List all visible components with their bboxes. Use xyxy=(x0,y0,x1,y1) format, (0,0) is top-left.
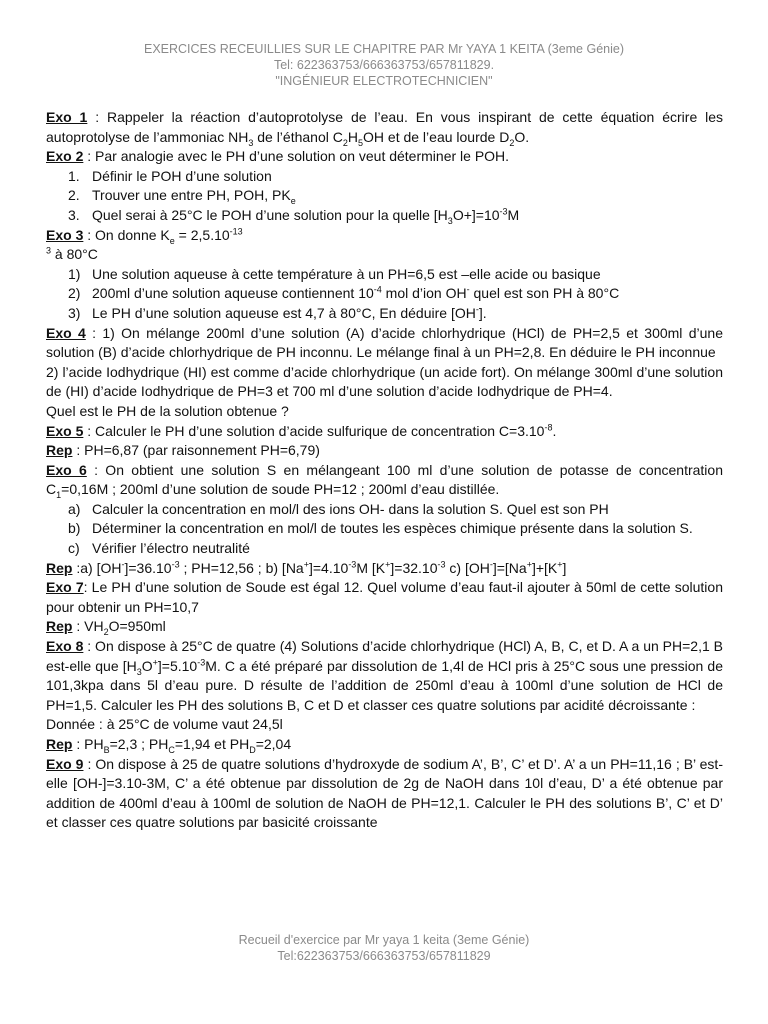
exercise-label: Exo 6 xyxy=(46,461,87,478)
exercise-8-data: Donnée : à 25°C de volume vaut 24,5l xyxy=(46,716,283,733)
exercise-4-question: Quel est le PH de la solution obtenue ? xyxy=(46,402,289,419)
exercise-9: Exo 9 : On dispose à 25 de quatre solutions d’hydroxyde de sodium A’, B’, C’ et D’. A’ a un PH=11,16 ; B’ est-elle [OH-]=3.10-3M, C’ a été obtenue par dissolution de 2g de NaOH dans 10l d’eau, D’ a été obtenue par addition de 400ml d’eau à 100ml de solution de NaOH de PH=12,1. Calculer le PH des solutions B’, C’ et D’ et classer ces quatre solutions par basicité croissante xyxy=(46,755,723,831)
list-item: 1. Définir le POH d’une solution xyxy=(68,167,272,184)
exercise-6-list xyxy=(46,500,723,559)
exercise-5: Exo 5 : Calculer le PH d’une solution d’acide sulfurique de concentration $C=3.10^{-8}$. xyxy=(46,421,557,439)
exercise-label: Exo 9 xyxy=(46,755,84,772)
document-body xyxy=(46,108,723,833)
exercise-6: Exo 6 : On obtient une solution S en mélangeant 100 ml d’une solution de potasse de concentration $C_1=0,16M$ ; 200ml d’une solution de soude PH=12 ; 200ml d’eau distillée. xyxy=(46,461,723,501)
list-item: b) Déterminer la concentration en mol/l de toutes les espèces chimique présente dans la solution S. xyxy=(68,520,693,537)
answer-label: Rep xyxy=(46,736,73,752)
exercise-3-list xyxy=(46,265,723,324)
header-line-2: Tel: 622363753/666363753/657811829. xyxy=(273,58,495,72)
exercise-4: Exo 4 : 1) On mélange 200ml d’une solution (A) d’acide chlorhydrique (HCl) de PH=2,5 et 300ml d’une solution (B) d’acide chlorhydrique de PH inconnu. Le mélange final à un PH=2,8. En déduire le PH inconnue xyxy=(46,324,724,361)
exercise-6-answer: Rep :a) $[OH^-]=36.10^{-3}$ ; PH=12,56 ; b) $[Na^+]=4.10^{-3}M$ $[K^+]=32.10^{-3}$ c) [OH-]=[Na+]+[K+] xyxy=(46,559,567,576)
exercise-1: Exo 1 : Rappeler la réaction d’autoprotolyse de l’eau. En vous inspirant de cette équation écrire les autoprotolyse de l’ammoniac $NH_3$ de l’éthanol $C_2H_5OH$ et de l’eau lourde $D_2O$. xyxy=(46,109,723,148)
exercise-label: Exo 7 xyxy=(46,579,84,596)
answer-label: Rep xyxy=(46,442,73,459)
footer-line-1: Recueil d'exercice par Mr yaya 1 keita (3eme Génie) xyxy=(238,933,530,947)
list-item: 2) 200ml d’une solution aqueuse contiennent $10^{-4}$ mol d’ion OH- quel est son PH à 80°C xyxy=(68,284,620,302)
exercise-2-list xyxy=(46,167,723,226)
exercise-label: Exo 3 xyxy=(46,226,84,243)
exercise-2: Exo 2 : Par analogie avec le PH d’une solution on veut déterminer le POH. xyxy=(46,148,510,165)
exercise-3-continued: $^3$ à 80°C xyxy=(46,245,98,263)
page-header xyxy=(0,41,768,89)
exercise-label: Exo 1 xyxy=(46,109,88,125)
list-item: 1) Une solution aqueuse à cette température à un PH=6,5 est –elle acide ou basique xyxy=(68,265,601,282)
list-item: 3) Le PH d’une solution aqueuse est 4,7 à 80°C, En déduire [OH-]. xyxy=(68,304,487,321)
exercise-label: Exo 5 xyxy=(46,422,84,439)
exercise-8-answer: Rep : $PH_B=2,3$ ; $PH_C=1,94$ et $PH_D=2,04$ xyxy=(46,736,292,755)
exercise-label: Exo 4 xyxy=(46,324,86,341)
header-line-1: EXERCICES RECEUILLIES SUR LE CHAPITRE PAR Mr YAYA 1 KEITA (3eme Génie) xyxy=(143,42,624,56)
exercise-5-answer: Rep : PH=6,87 (par raisonnement PH=6,79) xyxy=(46,442,320,459)
exercise-8: Exo 8 : On dispose à 25°C de quatre (4) Solutions d’acide chlorhydrique (HCl) A, B, C, et D. A a un PH=2,1 B est-elle que $[H_3O^+]=5.10^{-3}M$. C a été préparé par dissolution de 1,4l de HCl pris à 25°C sous une pression de 101,3kpa dans 5l d’eau pure. D résulte de l’addition de 250ml d’eau à 100ml d’une solution de HCl de PH=1,5. Calculer les PH des solutions B, C et D et classer ces quatre solutions par acidité décroissante : xyxy=(46,638,724,713)
answer-label: Rep xyxy=(46,559,73,576)
list-item: c) Vérifier l’électro neutralité xyxy=(68,540,250,557)
list-item: 2. Trouver une entre PH, POH, $PK_e$ xyxy=(68,187,296,207)
page-footer xyxy=(0,932,768,964)
exercise-7-answer: Rep : $VH_2O=950ml$ xyxy=(46,618,166,638)
list-item: 3. Quel serai à 25°C le POH d’une solution pour la quelle $[H_3O+]=10^{-3}M$ xyxy=(68,206,520,226)
exercise-7: Exo 7: Le PH d’une solution de Soude est égal 12. Quel volume d’eau faut-il ajouter à 50ml de cette solution pour obtenir un PH=10,7 xyxy=(46,579,723,615)
list-item: a) Calculer la concentration en mol/l des ions OH- dans la solution S. Quel est son PH xyxy=(68,500,609,517)
answer-label: Rep xyxy=(46,618,73,635)
exercise-3: Exo 3 : On donne $K_e = 2,5.10^{-13}$ xyxy=(46,225,243,246)
header-line-3: "INGÉNIEUR ELECTROTECHNICIEN" xyxy=(275,74,493,88)
exercise-label: Exo 2 xyxy=(46,148,84,165)
exercise-label: Exo 8 xyxy=(46,638,84,655)
footer-line-2: Tel:622363753/666363753/657811829 xyxy=(277,949,491,963)
exercise-4-part-2: 2) l’acide Iodhydrique (HI) est comme d’acide chlorhydrique (un acide fort). On mélange 300ml d’une solution de (HI) d’acide Iodhydrique de PH=3 et 700 ml d’une solution d’acide Iodhydrique de PH=4. xyxy=(46,363,723,400)
